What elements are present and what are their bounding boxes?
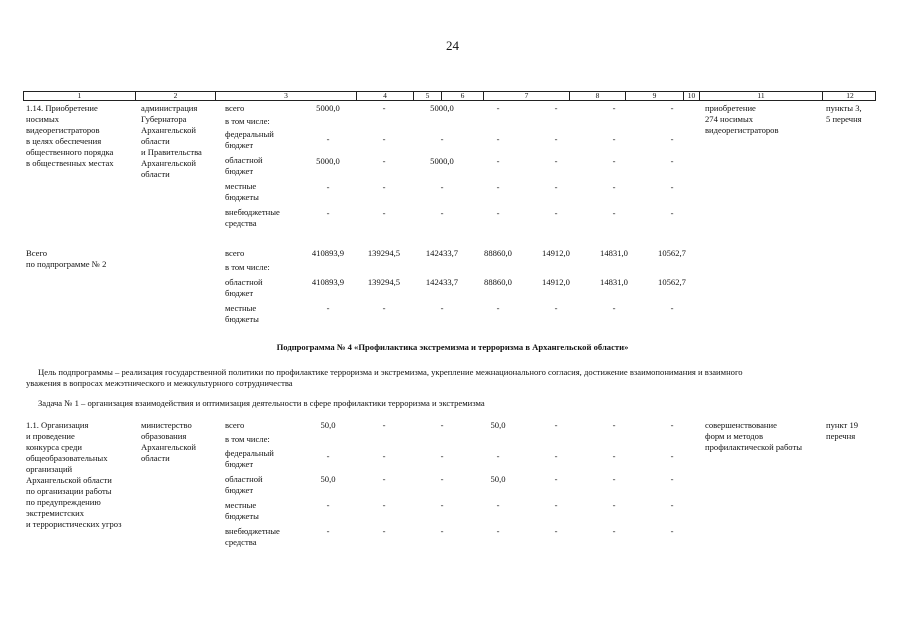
dash: - [382, 474, 386, 484]
dash: - [612, 420, 616, 430]
dash: - [670, 182, 674, 192]
page-number: 24 [446, 38, 459, 53]
row11-col1-line: и проведение [26, 431, 75, 441]
dash: - [440, 182, 444, 192]
header-col-10: 10 [684, 92, 700, 100]
row114-col2-line: Губернатора [141, 114, 187, 124]
total-obl-c8: 14912,0 [542, 277, 570, 287]
row114-mestnye: местные [225, 181, 257, 191]
dash: - [496, 156, 500, 166]
row11-obl-c4: 50,0 [320, 474, 336, 484]
dash: - [382, 208, 386, 218]
total-vsego-c10: 10562,7 [658, 248, 686, 258]
row11-col1-line: организаций [26, 464, 73, 474]
row11-col2-line: Архангельской [141, 442, 196, 452]
row114-v-tom-chisle: в том числе: [225, 116, 270, 126]
row114-obl-c6: 5000,0 [430, 156, 454, 166]
row114-col1-line: в общественных местах [26, 158, 114, 168]
dash: - [440, 451, 444, 461]
row114-vnebudzh: средства [225, 218, 257, 228]
dash: - [670, 303, 674, 313]
row11-col12-line: перечня [826, 431, 856, 441]
dash: - [496, 451, 500, 461]
dash: - [612, 103, 616, 113]
dash: - [612, 451, 616, 461]
dash: - [554, 182, 558, 192]
row114-oblast: бюджет [225, 166, 254, 176]
row114-federal: бюджет [225, 140, 254, 150]
dash: - [440, 500, 444, 510]
dash: - [554, 303, 558, 313]
total-vsego: всего [225, 248, 245, 258]
dash: - [670, 208, 674, 218]
row11-oblast: областной [225, 474, 263, 484]
dash: - [670, 134, 674, 144]
row114-col1-line: в целях обеспечения [26, 136, 102, 146]
row11-col11-line: профилактической работы [705, 442, 803, 452]
subprogram-title: Подпрограмма № 4 «Профилактика экстремизма и терроризма в Архангельской области» [276, 342, 629, 352]
total-vsego-c7: 88860,0 [484, 248, 512, 258]
dash: - [382, 182, 386, 192]
row114-col11-line: видеорегистраторов [705, 125, 779, 135]
row11-mestnye: местные [225, 500, 257, 510]
dash: - [382, 420, 386, 430]
row114-col12-line: 5 перечня [826, 114, 862, 124]
header-col-6: 6 [442, 92, 484, 100]
dash: - [382, 303, 386, 313]
total-obl-c5: 139294,5 [367, 277, 401, 287]
dash: - [670, 451, 674, 461]
row11-mestnye: бюджеты [225, 511, 259, 521]
dash: - [670, 474, 674, 484]
header-col-9: 9 [626, 92, 684, 100]
row114-federal: федеральный [225, 129, 274, 139]
dash: - [440, 208, 444, 218]
dash: - [612, 134, 616, 144]
total-mestnye: бюджеты [225, 314, 259, 324]
row11-obl-c7: 50,0 [490, 474, 506, 484]
dash: - [496, 103, 500, 113]
dash: - [612, 500, 616, 510]
dash: - [554, 134, 558, 144]
row11-vsego-c7: 50,0 [490, 420, 506, 430]
row114-col2-line: области [141, 169, 170, 179]
dash: - [496, 303, 500, 313]
row11-col2-line: министерство [141, 420, 192, 430]
total-oblast: бюджет [225, 288, 254, 298]
total-vsego-c9: 14831,0 [600, 248, 628, 258]
row11-col11-line: совершенствование [705, 420, 777, 430]
row11-v-tom-chisle: в том числе: [225, 434, 270, 444]
dash: - [496, 500, 500, 510]
total-vsego-c6: 142433,7 [425, 248, 459, 258]
dash: - [326, 303, 330, 313]
dash: - [554, 420, 558, 430]
dash: - [496, 182, 500, 192]
row114-col1-line: 1.14. Приобретение [26, 103, 98, 113]
row114-col12-line: пункты 3, [826, 103, 862, 113]
total-vsego-c5: 139294,5 [367, 248, 401, 258]
row11-col1-line: 1.1. Организация [26, 420, 89, 430]
task-1: Задача № 1 – организация взаимодействия и оптимизация деятельности в сфере профилактики терроризма и экстремизма [38, 398, 485, 408]
goal-line-1: Цель подпрограммы – реализация государственной политики по профилактике терроризма и экстремизма, укрепление межнационального согласия, достижение взаимопонимания и взаимного [38, 367, 743, 377]
dash: - [382, 103, 386, 113]
row114-vsego-c6: 5000,0 [430, 103, 454, 113]
header-col-4: 4 [357, 92, 414, 100]
row114-col11-line: приобретение [705, 103, 756, 113]
goal-line-2: уважения в вопросах межэтнического и межкультурного сотрудничества [26, 378, 293, 388]
dash: - [670, 526, 674, 536]
dash: - [326, 182, 330, 192]
row114-col2-line: администрация [141, 103, 198, 113]
row114-col2-line: области [141, 136, 170, 146]
total-vsego-c8: 14912,0 [542, 248, 570, 258]
header-col-11: 11 [700, 92, 823, 100]
row11-col1-line: по организации работы [26, 486, 112, 496]
row114-col2-line: Архангельской [141, 158, 196, 168]
row11-col1-line: и террористических угроз [26, 519, 122, 529]
table-header [23, 91, 876, 101]
dash: - [554, 156, 558, 166]
row11-col2-line: области [141, 453, 170, 463]
dash: - [496, 526, 500, 536]
row11-col1-line: конкурса среди [26, 442, 82, 452]
dash: - [440, 474, 444, 484]
row11-col12-line: пункт 19 [826, 420, 859, 430]
dash: - [326, 134, 330, 144]
dash: - [670, 156, 674, 166]
dash: - [554, 526, 558, 536]
dash: - [382, 500, 386, 510]
dash: - [440, 420, 444, 430]
row114-col11-line: 274 носимых [705, 114, 754, 124]
dash: - [326, 526, 330, 536]
row11-col1-line: Архангельской области [26, 475, 112, 485]
total-vsego-c4: 410893,9 [311, 248, 345, 258]
dash: - [440, 303, 444, 313]
dash: - [612, 156, 616, 166]
row114-obl-c4: 5000,0 [316, 156, 340, 166]
total-obl-c10: 10562,7 [658, 277, 686, 287]
row114-vsego-c4: 5000,0 [316, 103, 340, 113]
dash: - [612, 303, 616, 313]
row11-col1-line: экстремистских [26, 508, 85, 518]
header-col-7: 7 [484, 92, 570, 100]
dash: - [554, 500, 558, 510]
dash: - [670, 103, 674, 113]
dash: - [326, 451, 330, 461]
header-col-1: 1 [24, 92, 136, 100]
header-col-2: 2 [136, 92, 216, 100]
dash: - [382, 451, 386, 461]
row114-col1-line: общественного порядка [26, 147, 114, 157]
dash: - [440, 526, 444, 536]
dash: - [496, 208, 500, 218]
header-col-12: 12 [846, 91, 854, 100]
dash: - [326, 208, 330, 218]
row114-col1-line: носимых [26, 114, 60, 124]
row11-vsego-c4: 50,0 [320, 420, 336, 430]
total-mestnye: местные [225, 303, 257, 313]
dash: - [440, 134, 444, 144]
row-total-col1-line: по подпрограмме № 2 [26, 259, 107, 269]
row114-col2-line: и Правительства [141, 147, 202, 157]
dash: - [326, 500, 330, 510]
total-obl-c6: 142433,7 [425, 277, 459, 287]
total-obl-c9: 14831,0 [600, 277, 628, 287]
total-v-tom-chisle: в том числе: [225, 262, 270, 272]
header-col-5: 5 [414, 92, 442, 100]
dash: - [496, 134, 500, 144]
header-col-3: 3 [216, 92, 357, 100]
row114-vsego: всего [225, 103, 245, 113]
row11-vnebudzh: внебюджетные [225, 526, 280, 536]
dash: - [554, 474, 558, 484]
row11-col2-line: образования [141, 431, 187, 441]
dash: - [612, 208, 616, 218]
dash: - [554, 208, 558, 218]
row11-vnebudzh: средства [225, 537, 257, 547]
row114-oblast: областной [225, 155, 263, 165]
dash: - [612, 474, 616, 484]
row11-federal: федеральный [225, 448, 274, 458]
dash: - [382, 134, 386, 144]
total-obl-c7: 88860,0 [484, 277, 512, 287]
dash: - [382, 526, 386, 536]
row114-col2-line: Архангельской [141, 125, 196, 135]
row114-mestnye: бюджеты [225, 192, 259, 202]
dash: - [554, 451, 558, 461]
row11-col1-line: общеобразовательных [26, 453, 108, 463]
total-oblast: областной [225, 277, 263, 287]
row11-vsego: всего [225, 420, 245, 430]
row11-col1-line: по предупреждению [26, 497, 101, 507]
row114-vnebudzh: внебюджетные [225, 207, 280, 217]
dash: - [612, 526, 616, 536]
row11-federal: бюджет [225, 459, 254, 469]
dash: - [382, 156, 386, 166]
header-col-8: 8 [570, 92, 626, 100]
dash: - [670, 420, 674, 430]
dash: - [612, 182, 616, 192]
row114-col1-line: видеорегистраторов [26, 125, 100, 135]
total-obl-c4: 410893,9 [311, 277, 345, 287]
row-total-col1-line: Всего [26, 248, 48, 258]
row11-oblast: бюджет [225, 485, 254, 495]
dash: - [670, 500, 674, 510]
row11-col11-line: форм и методов [705, 431, 764, 441]
dash: - [554, 103, 558, 113]
